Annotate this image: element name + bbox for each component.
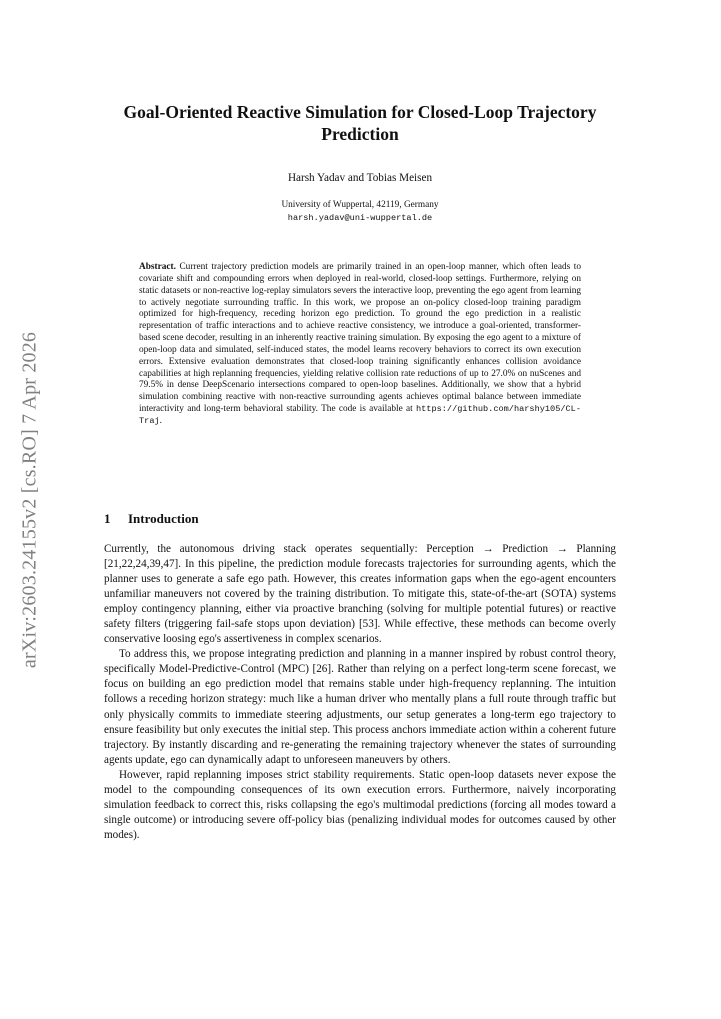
- paper-title: Goal-Oriented Reactive Simulation for Closed-Loop Trajectory Prediction: [123, 102, 597, 144]
- paragraph: Currently, the autonomous driving stack operates sequentially: Perception → Prediction → Planning [21,22,24,39,47]. In this pipeline, the prediction module forecasts trajectories for surrounding agents, which the planner uses to generate a safe ego path. However, this creates information gaps when the ego-agent encounters unfamiliar maneuvers not covered by the training distribution. To mitigate this, state-of-the-art (SOTA) systems employ contingency planning, either via proactive branching (solving for multiple potential futures) or reactive safety filters (triggering fail-safe stops upon deviation) [53]. While effective, these methods can become overly conservative loosing ego's assertiveness in complex scenarios.: [104, 543, 616, 646]
- paper-authors: Harsh Yadav and Tobias Meisen: [287, 172, 433, 184]
- section-heading: [104, 511, 199, 527]
- abstract: [139, 262, 581, 428]
- arxiv-identifier-stamp: [10, 300, 50, 700]
- section-number: 1: [104, 511, 111, 526]
- author-email: harsh.yadav@uni-wuppertal.de: [287, 213, 433, 223]
- introduction-body: [104, 542, 616, 843]
- abstract-label: Abstract.: [139, 262, 176, 272]
- abstract-end-punctuation: .: [159, 415, 162, 426]
- affiliation: University of Wuppertal, 42119, Germany: [281, 200, 439, 210]
- section-title: Introduction: [128, 511, 199, 526]
- arxiv-identifier-text: arXiv:2603.24155v2 [cs.RO] 7 Apr 2026: [18, 331, 41, 669]
- author-affiliation-block: [104, 199, 616, 225]
- code-repository-link[interactable]: https://github.com/harshy105/CL-Traj: [139, 404, 581, 426]
- paragraph: To address this, we propose integrating prediction and planning in a manner inspired by robust control theory, specifically Model-Predictive-Control (MPC) [26]. Rather than relying on a perfect long-term scene forecast, we focus on building an ego prediction model that remains stable under high-frequency replanning. The intuition follows a receding horizon strategy: much like a human driver who mentally plans a full route through traffic but only physically commits to immediate steering adjustments, our setup generates a long-term ego trajectory to ensure feasibility but only executes the initial step. This process anchors immediate action within a coherent future trajectory. By instantly discarding and re-generating the remaining trajectory whenever the states of surrounding agents update, ego can dynamically adapt to unforeseen maneuvers by others.: [104, 648, 616, 766]
- abstract-text: Current trajectory prediction models are primarily trained in an open-loop manner, which often leads to covariate shift and compounding errors when deployed in real-world, closed-loop settings. Furthermore, relying on static datasets or non-reactive log-replay simulators severs the interactive loop, preventing the ego agent from learning to actively negotiate surrounding traffic. In this work, we propose an on-policy closed-loop training paradigm optimized for high-frequency, receding horizon ego prediction. To ground the ego prediction in a realistic representation of traffic interactions and to achieve reactive consistency, we introduce a goal-oriented, transformer-based scene decoder, resulting in an inherently reactive training simulation. By exposing the ego agent to a mixture of open-loop data and simulated, self-induced states, the model learns recovery behaviors to correct its own execution errors. Extensive evaluation demonstrates that closed-loop training significantly enhances collision avoidance capabilities at high replanning frequencies, yielding relative collision rate reductions of up to 27.0% on nuScenes and 79.5% in dense DeepScenario intersections compared to open-loop baselines. Additionally, we show that a hybrid simulation combining reactive with non-reactive surrounding agents achieves optimal balance between immediate interactivity and long-term behavioral stability. The code is available at: [139, 262, 582, 415]
- paragraph: However, rapid replanning imposes strict stability requirements. Static open-loop datasets never expose the model to the compounding consequences of its own execution errors. Furthermore, naively incorporating simulation feedback to correct this, risks collapsing the ego's multimodal predictions (forcing all modes toward a single outcome) or introducing severe off-policy bias (penalizing individual modes for outcomes caused by other modes).: [104, 768, 616, 841]
